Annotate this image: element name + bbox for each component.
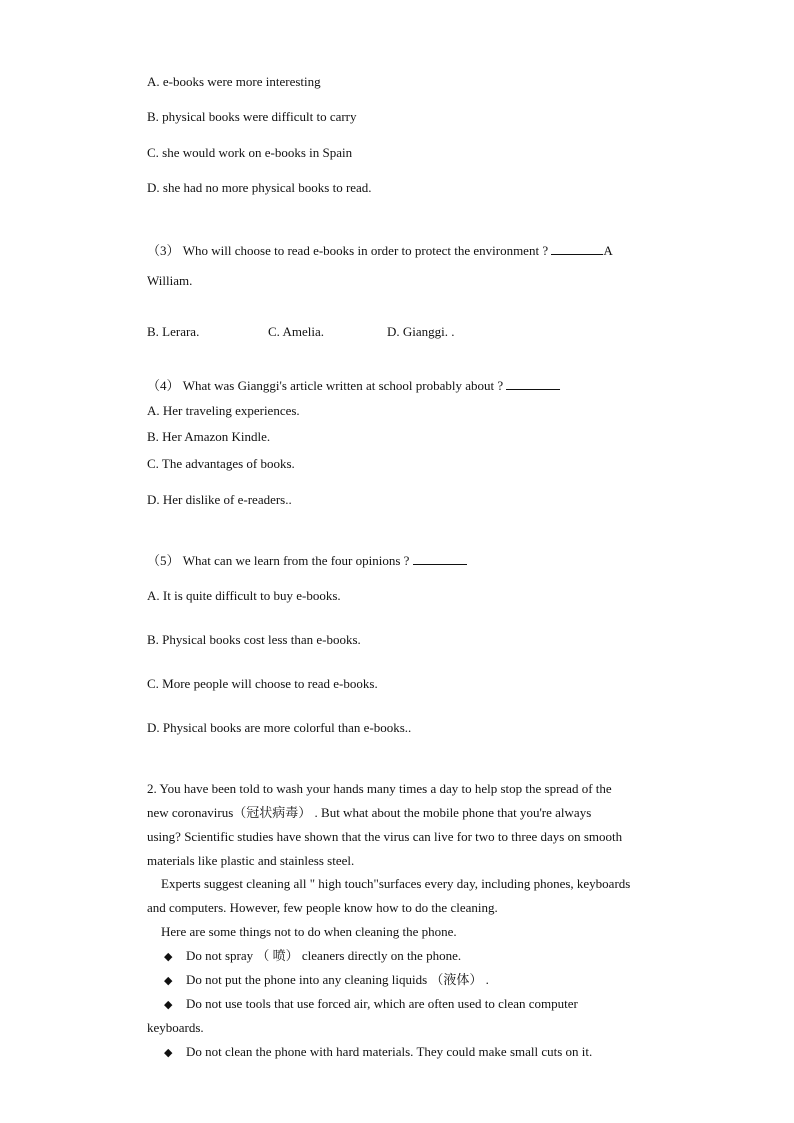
q3-stem: （3） Who will choose to read e-books in order to protect the environment ? (147, 243, 549, 258)
passage-line: Here are some things not to do when cleaning the phone. (161, 924, 457, 939)
diamond-bullet-icon: ◆ (164, 950, 173, 963)
q2-option-d: D. she had no more physical books to read. (147, 180, 372, 195)
q4-stem-line (147, 377, 560, 394)
diamond-bullet-icon: ◆ (164, 998, 173, 1011)
diamond-bullet-icon: ◆ (164, 1046, 173, 1059)
q3-option-a-letter: A (603, 243, 613, 258)
bullet-text: Do not spray （ 喷） cleaners directly on the phone. (186, 948, 462, 963)
passage-line: using? Scientific studies have shown that the virus can live for two to three days on smooth (147, 829, 623, 844)
bullet-text: Do not clean the phone with hard materials. They could make small cuts on it. (186, 1044, 593, 1059)
q4-stem: （4） What was Gianggi's article written at school probably about ? (147, 378, 504, 393)
q3-option-a-text: William. (147, 273, 193, 288)
q5-stem: （5） What can we learn from the four opinions ? (147, 553, 410, 568)
q4-option-b: B. Her Amazon Kindle. (147, 429, 271, 444)
q5-option-c: C. More people will choose to read e-books. (147, 676, 378, 691)
q4-option-a: A. Her traveling experiences. (147, 403, 300, 418)
q3-option-c: C. Amelia. (268, 324, 324, 339)
q2-option-a: A. e-books were more interesting (147, 74, 321, 89)
passage-line: and computers. However, few people know how to do the cleaning. (147, 900, 498, 915)
q3-option-d: D. Gianggi. . (387, 324, 455, 339)
q3-stem-line (147, 242, 613, 259)
q5-stem-line (147, 552, 467, 569)
q5-option-a: A. It is quite difficult to buy e-books. (147, 588, 341, 603)
bullet-item (164, 972, 489, 989)
bullet-continuation: keyboards. (147, 1020, 204, 1035)
q5-option-b: B. Physical books cost less than e-books. (147, 632, 361, 647)
q2-option-b: B. physical books were difficult to carry (147, 109, 357, 124)
bullet-text: Do not use tools that use forced air, which are often used to clean computer (186, 996, 578, 1011)
bullet-item (164, 996, 578, 1013)
bullet-text: Do not put the phone into any cleaning liquids （液体） . (186, 972, 489, 987)
diamond-bullet-icon: ◆ (164, 974, 173, 987)
answer-blank (551, 242, 603, 255)
bullet-item (164, 948, 461, 965)
answer-blank (506, 377, 560, 390)
q3-option-b: B. Lerara. (147, 324, 200, 339)
q5-option-d: D. Physical books are more colorful than e-books.. (147, 720, 412, 735)
q2-option-c: C. she would work on e-books in Spain (147, 145, 353, 160)
passage-line: Experts suggest cleaning all " high touch"surfaces every day, including phones, keyboards (161, 876, 631, 891)
answer-blank (413, 552, 467, 565)
q4-option-d: D. Her dislike of e-readers.. (147, 492, 292, 507)
q4-option-c: C. The advantages of books. (147, 456, 295, 471)
passage-line: 2. You have been told to wash your hands many times a day to help stop the spread of the (147, 781, 612, 796)
bullet-item (164, 1044, 592, 1061)
passage-line: new coronavirus（冠状病毒） . But what about the mobile phone that you're always (147, 805, 592, 820)
passage-line: materials like plastic and stainless steel. (147, 853, 355, 868)
